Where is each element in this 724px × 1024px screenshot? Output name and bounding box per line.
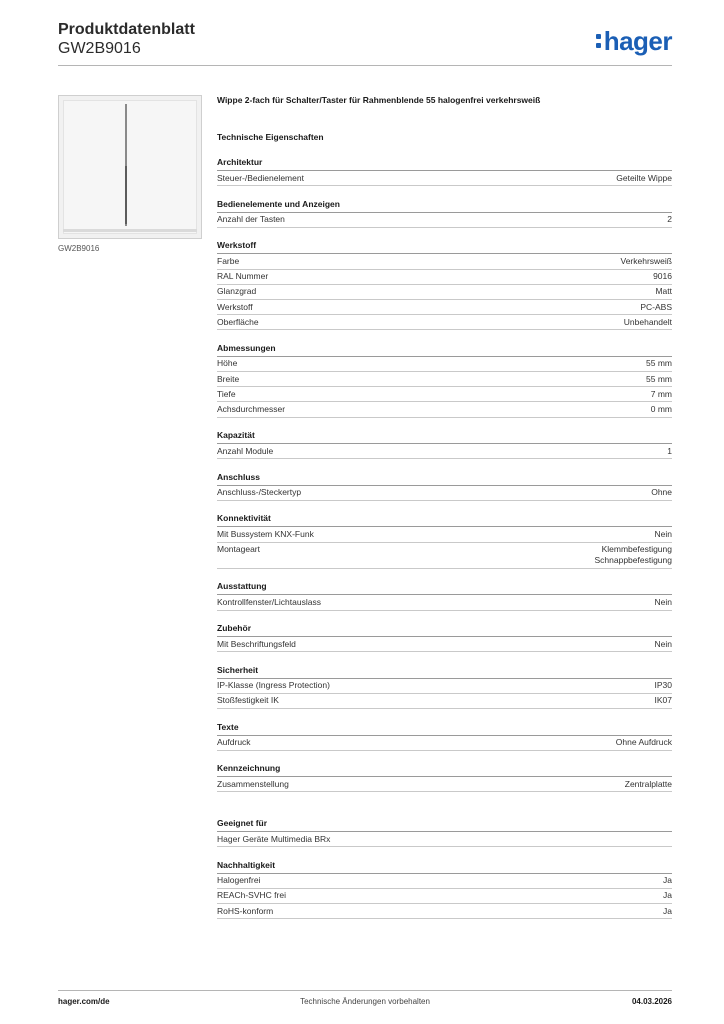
spec-row <box>217 270 672 285</box>
spec-label: RoHS-konform <box>217 905 274 916</box>
spec-section <box>217 623 672 652</box>
spec-section <box>217 430 672 459</box>
spec-sections <box>217 157 672 919</box>
spec-row <box>217 637 672 652</box>
spec-row <box>217 736 672 751</box>
section-heading: Geeignet für <box>217 818 672 832</box>
spec-row <box>217 874 672 889</box>
spec-row <box>217 527 672 542</box>
section-heading: Abmessungen <box>217 343 672 357</box>
spec-value-line: Nein <box>654 596 672 607</box>
spec-value <box>655 639 672 650</box>
spec-value-line: 1 <box>667 445 672 456</box>
section-heading: Bedienelemente und Anzeigen <box>217 199 672 213</box>
spec-value <box>655 597 672 608</box>
section-heading: Anschluss <box>217 472 672 486</box>
spec-value-line: 0 mm <box>650 403 672 414</box>
footer-divider <box>58 990 672 991</box>
spec-value <box>655 680 673 691</box>
spec-value <box>663 875 672 886</box>
spec-label: Halogenfrei <box>217 875 261 886</box>
spec-row <box>217 372 672 387</box>
spec-row <box>217 904 672 919</box>
spec-label: Kontrollfenster/Lichtauslass <box>217 596 321 607</box>
spec-row <box>217 300 672 315</box>
spec-value-line: Ja <box>663 875 672 886</box>
spec-row <box>217 832 672 847</box>
spec-value <box>624 317 672 328</box>
rocker-seam-lower <box>125 166 127 224</box>
section-heading: Kapazität <box>217 430 672 444</box>
spec-value-line: 55 mm <box>646 358 672 369</box>
spec-value-line: Zentralplatte <box>624 778 672 789</box>
spec-section <box>217 513 672 568</box>
footer-note: Technische Änderungen vorbehalten <box>300 997 430 1006</box>
section-spacer <box>217 805 672 818</box>
spec-label: Stoßfestigkeit IK <box>217 695 279 706</box>
spec-label: REACh-SVHC frei <box>217 890 286 901</box>
spec-row <box>217 315 672 330</box>
spec-section <box>217 199 672 228</box>
spec-section <box>217 665 672 709</box>
spec-value-line: Matt <box>655 286 672 297</box>
spec-label: Achsdurchmesser <box>217 403 286 414</box>
spec-label: Tiefe <box>217 388 236 399</box>
spec-value-line: Klemmbefestigung <box>601 544 672 555</box>
spec-value-line: Geteilte Wippe <box>616 172 672 183</box>
spec-section <box>217 818 672 847</box>
section-heading: Werkstoff <box>217 240 672 254</box>
spec-label: Aufdruck <box>217 737 251 748</box>
spec-value-line: 9016 <box>653 271 672 282</box>
spec-value <box>663 890 672 901</box>
spec-value-line: Ohne <box>651 487 672 498</box>
spec-value <box>651 404 672 415</box>
spec-section <box>217 343 672 418</box>
spec-value <box>616 737 672 748</box>
spec-row <box>217 694 672 709</box>
technical-properties-heading: Technische Eigenschaften <box>217 132 324 142</box>
spec-value <box>667 446 672 457</box>
spec-label: Anschluss-/Steckertyp <box>217 487 302 498</box>
spec-row <box>217 889 672 904</box>
spec-row <box>217 679 672 694</box>
footer-website-link[interactable]: hager.com/de <box>58 997 110 1006</box>
spec-row <box>217 402 672 417</box>
spec-section <box>217 763 672 792</box>
spec-value <box>663 906 672 917</box>
spec-row <box>217 357 672 372</box>
spec-label: Glanzgrad <box>217 286 257 297</box>
spec-value-line: PC-ABS <box>640 301 672 312</box>
spec-value-line: IK07 <box>654 695 672 706</box>
header-divider <box>58 65 672 66</box>
hager-logo <box>596 26 672 57</box>
spec-value <box>625 779 672 790</box>
logo-dots-icon <box>596 30 602 52</box>
spec-label: Anzahl der Tasten <box>217 214 285 225</box>
product-description: Wippe 2-fach für Schalter/Taster für Rahmenblende 55 halogenfrei verkehrsweiß <box>217 95 541 105</box>
spec-section <box>217 157 672 186</box>
spec-value <box>594 544 672 566</box>
spec-row <box>217 444 672 459</box>
document-title: Produktdatenblatt <box>58 21 195 38</box>
spec-row <box>217 486 672 501</box>
spec-row <box>217 254 672 269</box>
spec-value <box>655 286 672 297</box>
spec-label: Breite <box>217 373 240 384</box>
spec-row <box>217 171 672 186</box>
spec-value-line: Ja <box>663 905 672 916</box>
spec-value <box>653 271 672 282</box>
spec-label: Zusammenstellung <box>217 778 289 789</box>
spec-label: Höhe <box>217 358 238 369</box>
spec-value <box>655 695 673 706</box>
spec-label: Steuer-/Bedienelement <box>217 172 304 183</box>
document-header <box>58 20 195 58</box>
spec-value <box>646 374 672 385</box>
spec-row <box>217 777 672 792</box>
spec-label: IP-Klasse (Ingress Protection) <box>217 680 330 691</box>
section-heading: Zubehör <box>217 623 672 637</box>
spec-label: RAL Nummer <box>217 271 269 282</box>
spec-label: Oberfläche <box>217 316 259 327</box>
spec-row <box>217 285 672 300</box>
spec-value-line: Verkehrsweiß <box>620 255 672 266</box>
spec-value <box>655 529 672 540</box>
spec-label: Montageart <box>217 544 260 555</box>
spec-value <box>621 256 673 267</box>
spec-value-line: Unbehandelt <box>623 316 672 327</box>
spec-label: Werkstoff <box>217 301 253 312</box>
spec-row <box>217 387 672 402</box>
spec-label: Hager Geräte Multimedia BRx <box>217 833 331 844</box>
spec-section <box>217 860 672 920</box>
image-caption: GW2B9016 <box>58 244 100 253</box>
spec-value <box>646 358 672 369</box>
section-heading: Texte <box>217 722 672 736</box>
spec-label: Farbe <box>217 255 240 266</box>
spec-value-line: IP30 <box>654 680 672 691</box>
section-heading: Sicherheit <box>217 665 672 679</box>
spec-value <box>667 214 672 225</box>
spec-value-line: 7 mm <box>650 388 672 399</box>
spec-row <box>217 543 672 569</box>
spec-value-line: Ohne Aufdruck <box>615 737 672 748</box>
spec-section <box>217 472 672 501</box>
article-number: GW2B9016 <box>58 40 141 57</box>
spec-label: Mit Beschriftungsfeld <box>217 638 296 649</box>
spec-value-line: Schnappbefestigung <box>594 555 672 566</box>
spec-section <box>217 240 672 330</box>
product-specs <box>217 95 672 932</box>
spec-label: Mit Bussystem KNX-Funk <box>217 529 314 540</box>
rocker-bottom-edge <box>63 229 197 232</box>
spec-row <box>217 213 672 228</box>
section-heading: Ausstattung <box>217 581 672 595</box>
spec-value <box>616 173 672 184</box>
spec-value <box>640 302 672 313</box>
spec-value <box>651 487 672 498</box>
footer-date: 04.03.2026 <box>631 997 672 1006</box>
section-heading: Nachhaltigkeit <box>217 860 672 874</box>
spec-row <box>217 595 672 610</box>
section-heading: Konnektivität <box>217 513 672 527</box>
spec-value <box>651 389 672 400</box>
spec-section <box>217 722 672 751</box>
spec-label: Anzahl Module <box>217 445 274 456</box>
logo-text: hager <box>603 26 672 56</box>
section-heading: Architektur <box>217 157 672 171</box>
spec-value-line: Nein <box>654 529 672 540</box>
product-image <box>58 95 202 239</box>
section-heading: Kennzeichnung <box>217 763 672 777</box>
spec-value-line: 55 mm <box>646 373 672 384</box>
rocker-plate-icon <box>63 100 197 234</box>
spec-value-line: Ja <box>663 890 672 901</box>
spec-value-line: Nein <box>654 638 672 649</box>
spec-section <box>217 581 672 610</box>
spec-value-line: 2 <box>667 214 672 225</box>
